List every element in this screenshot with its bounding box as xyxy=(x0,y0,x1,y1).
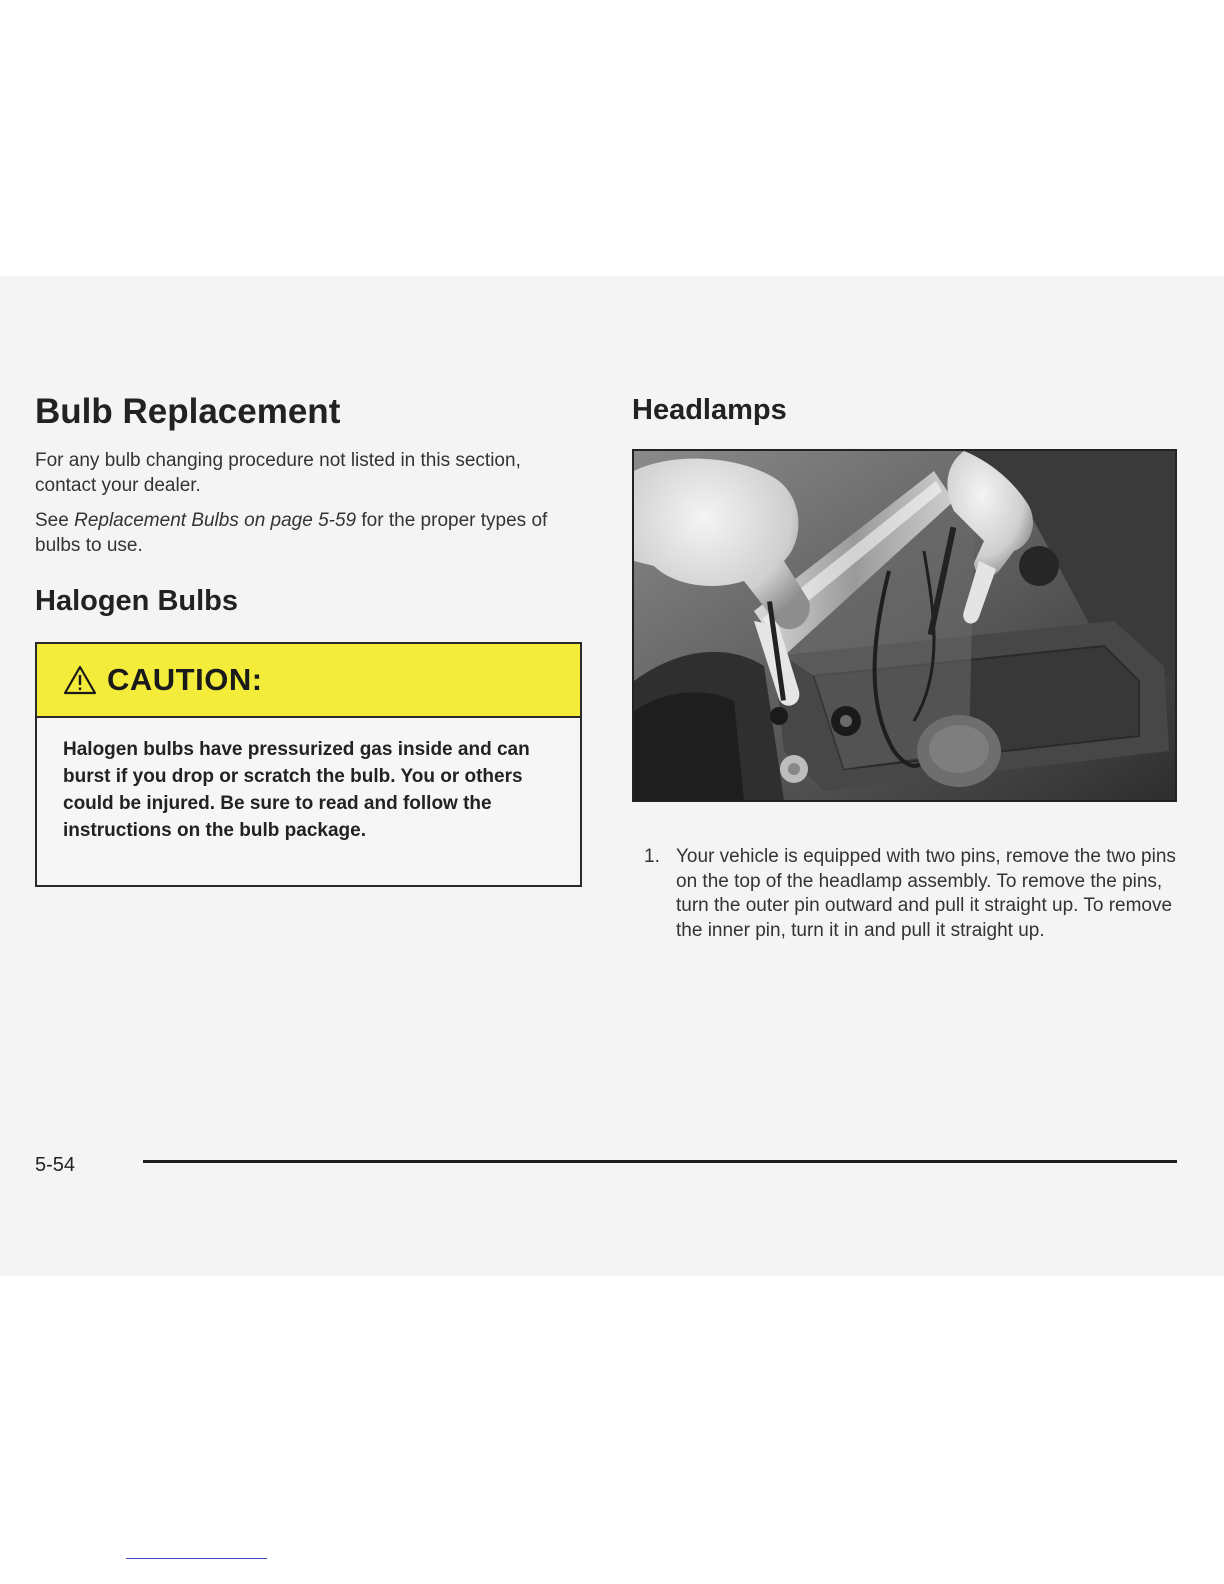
caution-title: CAUTION: xyxy=(107,662,263,697)
reference-paragraph xyxy=(35,508,575,558)
page-number: 5-54 xyxy=(35,1154,76,1176)
headlamp-photo-illustration xyxy=(634,451,1175,800)
bottom-link-underline xyxy=(126,1558,267,1559)
reference-suffix: for the proper types of bulbs to use. xyxy=(35,510,548,556)
headlamps-heading: Headlamps xyxy=(632,394,787,426)
section-title: Bulb Replacement xyxy=(35,392,341,431)
headlamp-assembly-photo xyxy=(632,449,1177,802)
footer-divider xyxy=(143,1160,1177,1163)
caution-text: Halogen bulbs have pressurized gas inside and can burst if you drop or scratch the bulb. You or others could be injured. Be sure to read and follow the instructions on the bulb package. xyxy=(63,739,530,841)
reference-prefix: See xyxy=(35,510,75,531)
replacement-bulbs-reference: Replacement Bulbs on page 5-59 xyxy=(74,510,357,531)
halogen-bulbs-heading: Halogen Bulbs xyxy=(35,585,239,617)
intro-paragraph: For any bulb changing procedure not listed in this section, contact your dealer. xyxy=(35,450,521,496)
step-text: Your vehicle is equipped with two pins, remove the two pins on the top of the headlamp assembly. To remove the pins, turn the outer pin outward and pull it straight up. To remove the inner pin, turn it in and pull it straight up. xyxy=(676,846,1176,941)
list-item xyxy=(644,845,1176,943)
caution-header xyxy=(37,644,580,718)
headlamp-steps xyxy=(644,845,1176,943)
warning-triangle-icon xyxy=(63,665,97,695)
step-number: 1. xyxy=(644,846,660,867)
caution-box xyxy=(35,642,582,887)
